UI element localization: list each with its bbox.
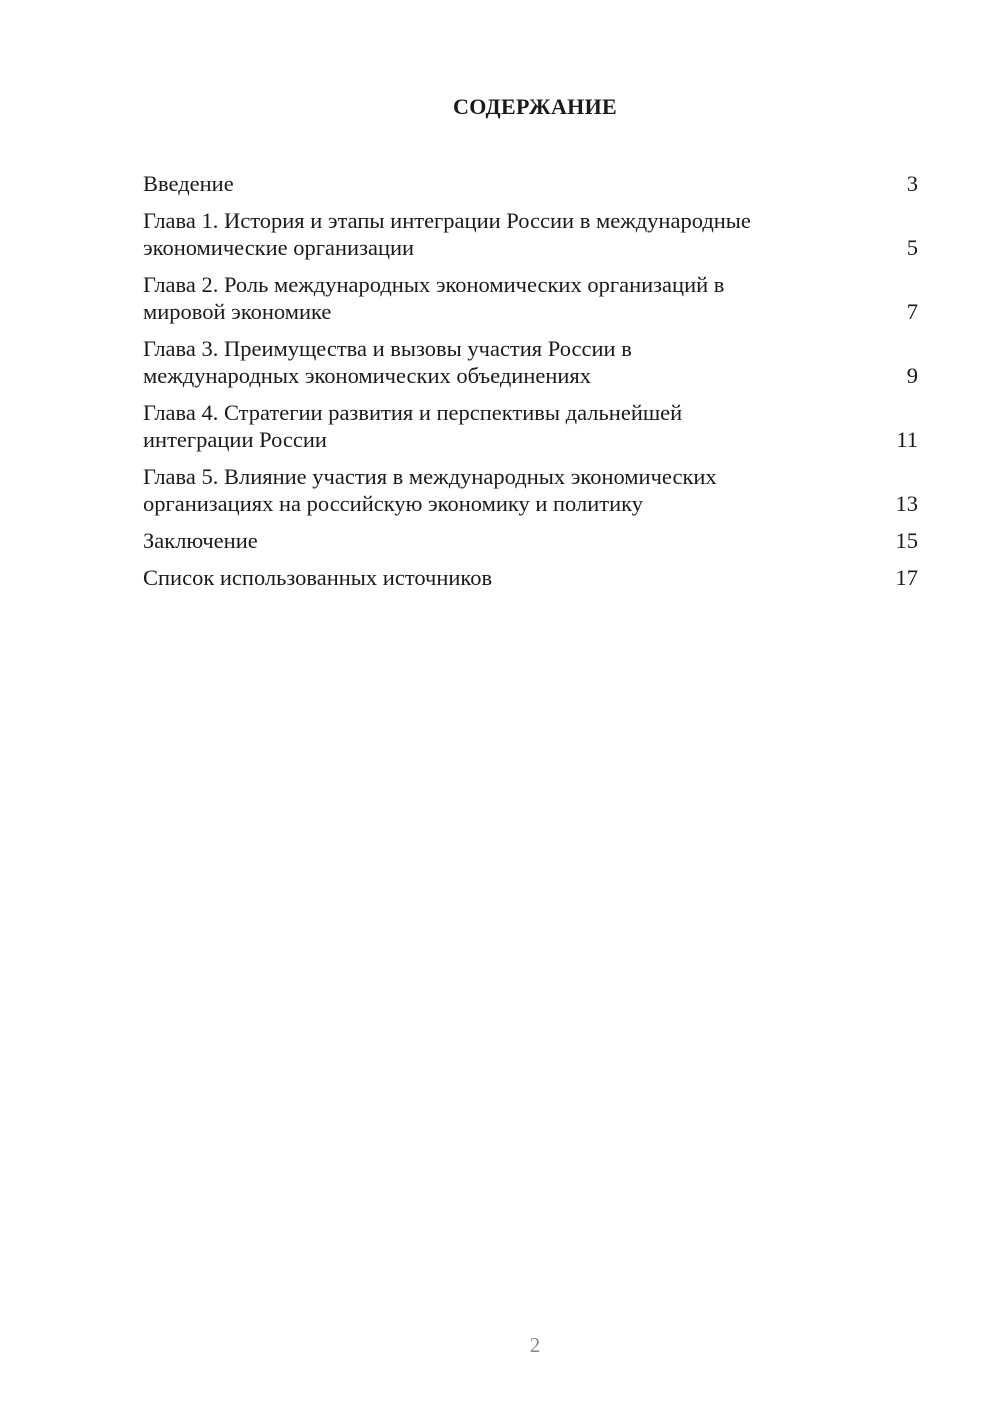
toc-entry-page: 17 bbox=[895, 565, 918, 590]
toc-entry-title: Глава 3. Преимущества и вызовы участия России в международных экономических объединениях bbox=[143, 336, 632, 388]
toc-entry-page: 7 bbox=[906, 299, 918, 324]
toc-entry-page: 3 bbox=[906, 171, 918, 196]
toc-entry-title: Глава 1. История и этапы интеграции России в международные экономические организации bbox=[143, 208, 751, 260]
toc-entry-title: Глава 4. Стратегии развития и перспективы дальнейшей интеграции России bbox=[143, 400, 683, 452]
toc-entry-page: 9 bbox=[906, 363, 918, 388]
toc-entry-references[interactable] bbox=[143, 564, 918, 591]
toc-entry-page: 5 bbox=[906, 235, 918, 260]
toc-entry-conclusion[interactable] bbox=[143, 527, 918, 554]
toc-entry-title: Введение bbox=[143, 171, 234, 196]
toc-entry-chapter-2[interactable] bbox=[143, 271, 918, 325]
toc-entry-title: Заключение bbox=[143, 528, 258, 553]
toc-entry-title: Список использованных источников bbox=[143, 565, 493, 590]
page-number: 2 bbox=[529, 1333, 541, 1357]
table-of-contents bbox=[143, 170, 918, 601]
toc-entry-chapter-5[interactable] bbox=[143, 463, 918, 517]
toc-entry-introduction[interactable] bbox=[143, 170, 918, 197]
toc-entry-chapter-3[interactable] bbox=[143, 335, 918, 389]
page-title: СОДЕРЖАНИЕ bbox=[453, 94, 617, 119]
toc-entry-page: 11 bbox=[896, 427, 918, 452]
toc-entry-page: 13 bbox=[895, 491, 918, 516]
toc-entry-page: 15 bbox=[895, 528, 918, 553]
toc-entry-chapter-4[interactable] bbox=[143, 399, 918, 453]
toc-entry-title: Глава 5. Влияние участия в международных экономических организациях на российскую экономику и политику bbox=[143, 464, 717, 516]
toc-entry-title: Глава 2. Роль международных экономических организаций в мировой экономике bbox=[143, 272, 725, 324]
toc-entry-chapter-1[interactable] bbox=[143, 207, 918, 261]
